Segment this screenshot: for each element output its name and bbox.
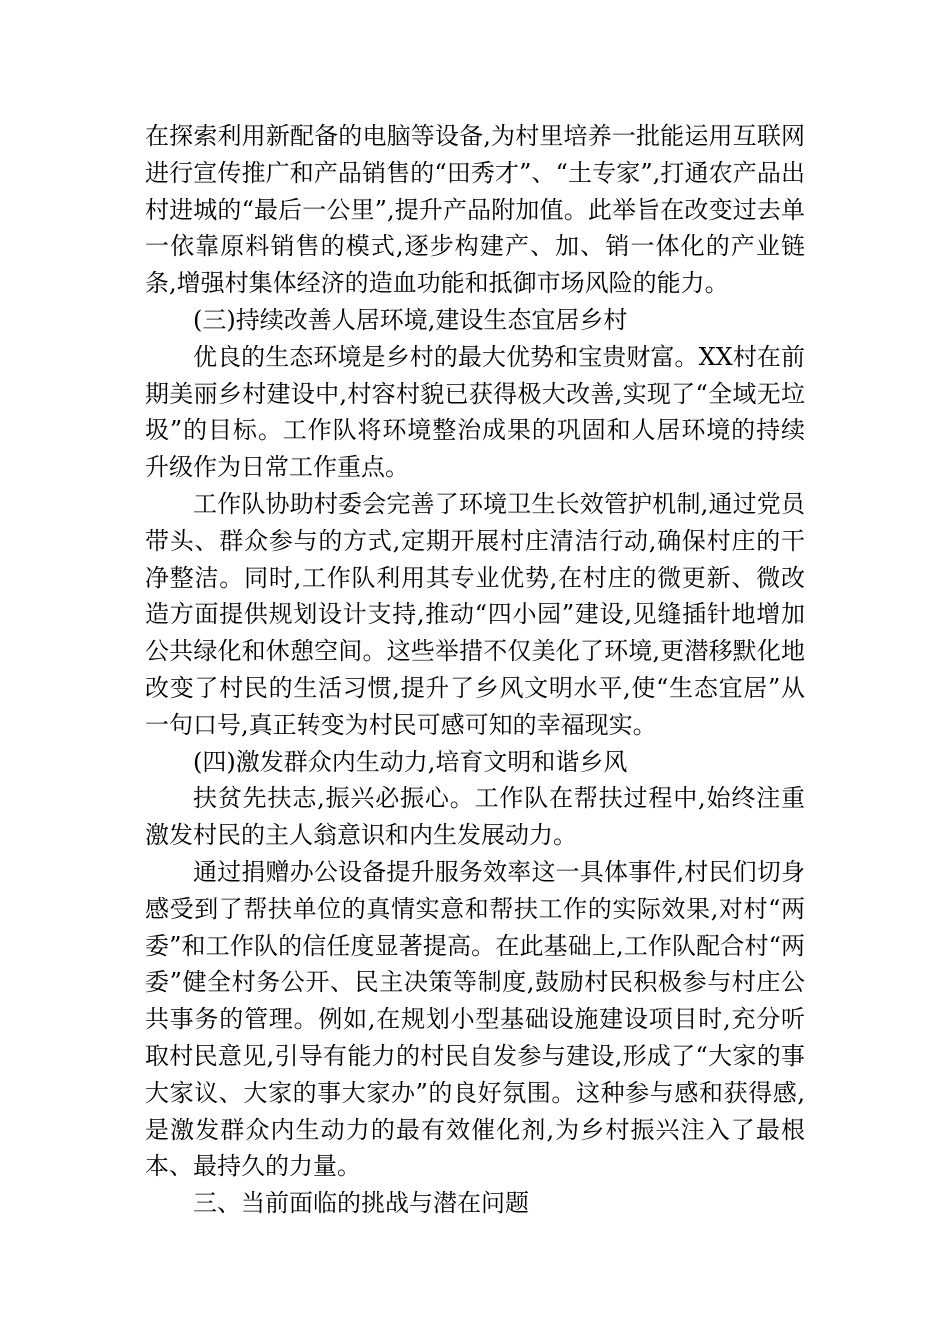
paragraph: 工作队协助村委会完善了环境卫生长效管护机制,通过党员带头、群众参与的方式,定期开展村庄清洁行动,确保村庄的干净整洁。同时,工作队利用其专业优势,在村庄的微更新、微改造方面提供规划设计支持,推动“四小园”建设,见缝插针地增加公共绿化和休憩空间。这些举措不仅美化了环境,更潜移默化地改变了村民的生活习惯,提升了乡风文明水平,使“生态宜居”从一句口号,真正转变为村民可感可知的幸福现实。 xyxy=(145,489,805,739)
document-page xyxy=(145,118,805,1222)
section-heading-3: (三)持续改善人居环境,建设生态宜居乡村 xyxy=(193,305,628,334)
section-heading-4: (四)激发群众内生动力,培育文明和谐乡风 xyxy=(193,747,628,776)
paragraph-continued: 在探索利用新配备的电脑等设备,为村里培养一批能运用互联网进行宣传推广和产品销售的“田秀才”、“土专家”,打通农产品出村进城的“最后一公里”,提升产品附加值。此举旨在改变过去单一依靠原料销售的模式,逐步构建产、加、销一体化的产业链条,增强村集体经济的造血功能和抵御市场风险的能力。 xyxy=(145,122,805,298)
paragraph: 优良的生态环境是乡村的最大优势和宝贵财富。XX村在前期美丽乡村建设中,村容村貌已获得极大改善,实现了“全域无垃圾”的目标。工作队将环境整治成果的巩固和人居环境的持续升级作为日常工作重点。 xyxy=(145,342,805,482)
paragraph: 通过捐赠办公设备提升服务效率这一具体事件,村民们切身感受到了帮扶单位的真情实意和帮扶工作的实际效果,对村“两委”和工作队的信任度显著提高。在此基础上,工作队配合村“两委”健全村务公开、民主决策等制度,鼓励村民积极参与村庄公共事务的管理。例如,在规划小型基础设施建设项目时,充分听取村民意见,引导有能力的村民自发参与建设,形成了“大家的事大家议、大家的事大家办”的良好氛围。这种参与感和获得感,是激发群众内生动力的最有效催化剂,为乡村振兴注入了最根本、最持久的力量。 xyxy=(145,857,805,1181)
chapter-heading: 三、当前面临的挑战与潜在问题 xyxy=(193,1189,529,1218)
paragraph: 扶贫先扶志,振兴必振心。工作队在帮扶过程中,始终注重激发村民的主人翁意识和内生发展动力。 xyxy=(145,784,805,850)
